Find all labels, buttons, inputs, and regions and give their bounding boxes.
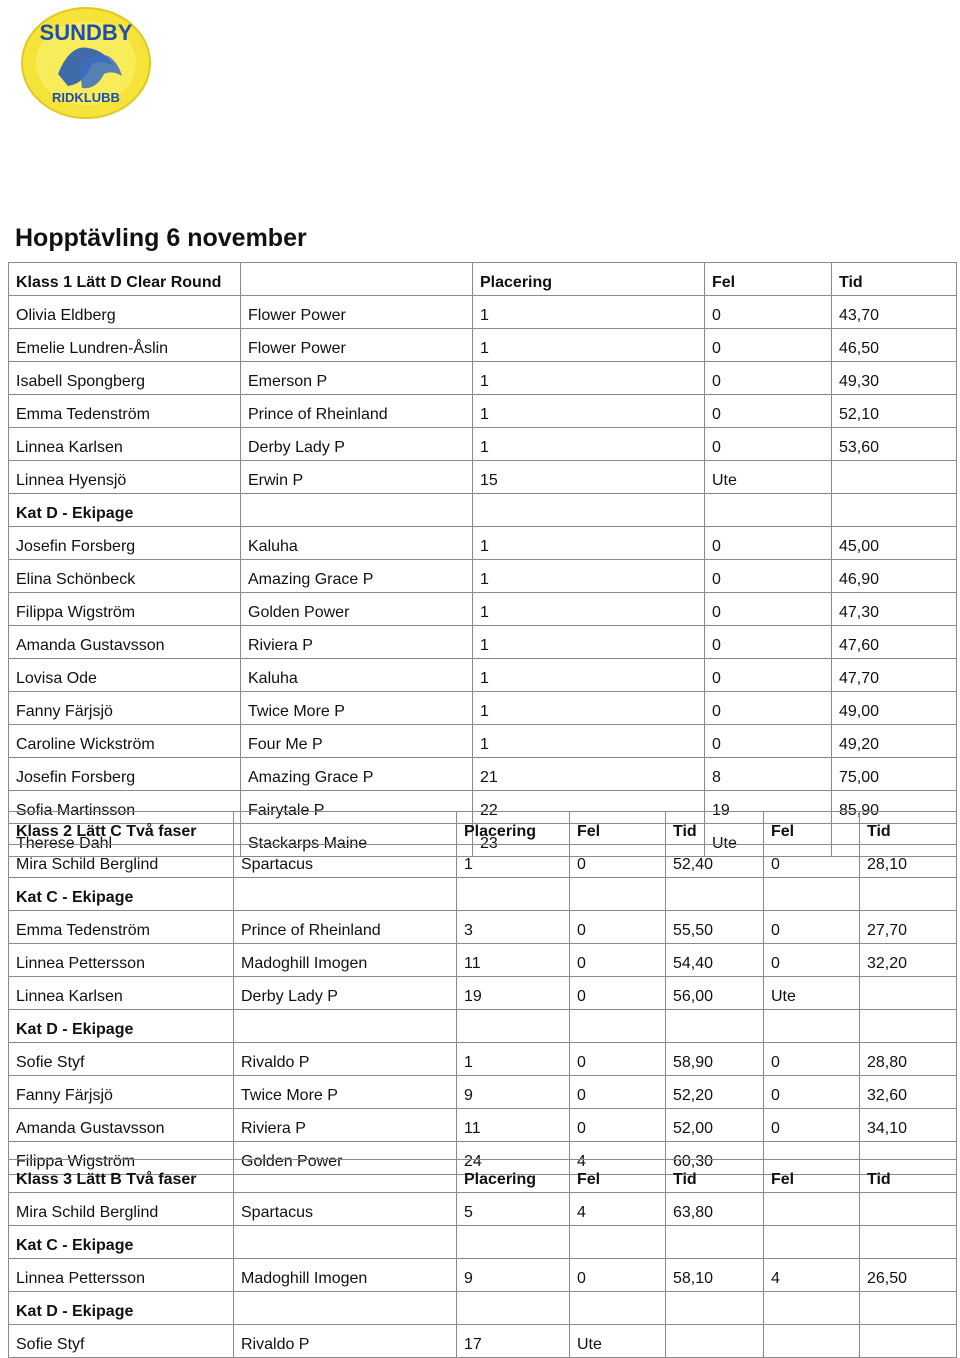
table-cell: Sofia Martinsson xyxy=(9,791,241,824)
table-cell: Kat D - Ekipage xyxy=(9,494,241,527)
table-cell: Prince of Rheinland xyxy=(234,911,457,944)
table-cell: 1 xyxy=(473,329,705,362)
table-cell: 52,00 xyxy=(666,1109,764,1142)
table-cell xyxy=(241,494,473,527)
table-cell: 1 xyxy=(473,428,705,461)
table-cell: Elina Schönbeck xyxy=(9,560,241,593)
table-cell xyxy=(241,263,473,296)
table-row xyxy=(9,1259,957,1292)
table-cell: Kat C - Ekipage xyxy=(9,878,234,911)
table-cell: 0 xyxy=(764,911,860,944)
table-cell: Riviera P xyxy=(234,1109,457,1142)
table-cell: Riviera P xyxy=(241,626,473,659)
table-cell: Placering xyxy=(457,812,570,845)
table-cell: 52,10 xyxy=(832,395,957,428)
table-cell: 1 xyxy=(457,1043,570,1076)
table-cell: Tid xyxy=(666,812,764,845)
table-cell xyxy=(764,1193,860,1226)
table-cell xyxy=(764,1325,860,1358)
table-cell: Fel xyxy=(705,263,832,296)
table-cell: 0 xyxy=(570,977,666,1010)
table-cell: Spartacus xyxy=(234,1193,457,1226)
table-cell: 19 xyxy=(457,977,570,1010)
table-cell: 1 xyxy=(473,626,705,659)
table-row xyxy=(9,395,957,428)
table-cell: 0 xyxy=(705,527,832,560)
table-cell: 1 xyxy=(457,845,570,878)
table-header-row xyxy=(9,263,957,296)
table-cell: 0 xyxy=(570,845,666,878)
table-cell: 1 xyxy=(473,362,705,395)
table-cell: Sofie Styf xyxy=(9,1325,234,1358)
table-cell xyxy=(860,1292,957,1325)
table-cell: Olivia Eldberg xyxy=(9,296,241,329)
table-cell: 1 xyxy=(473,692,705,725)
table-cell xyxy=(570,1010,666,1043)
table-cell: Ute xyxy=(570,1325,666,1358)
table-cell: Fel xyxy=(570,1160,666,1193)
results-table-body xyxy=(9,812,957,1175)
table-cell xyxy=(666,1010,764,1043)
table-cell: 0 xyxy=(705,725,832,758)
table-row xyxy=(9,845,957,878)
table-cell: 47,60 xyxy=(832,626,957,659)
table-cell xyxy=(666,1292,764,1325)
table-cell: Mira Schild Berglind xyxy=(9,845,234,878)
table-cell xyxy=(764,878,860,911)
table-cell: Flower Power xyxy=(241,296,473,329)
table-cell: Twice More P xyxy=(241,692,473,725)
table-cell: Madoghill Imogen xyxy=(234,1259,457,1292)
table-cell: Sofie Styf xyxy=(9,1043,234,1076)
table-cell: 5 xyxy=(457,1193,570,1226)
table-cell: 26,50 xyxy=(860,1259,957,1292)
table-cell: 52,20 xyxy=(666,1076,764,1109)
table-cell: Fel xyxy=(764,812,860,845)
table-row xyxy=(9,362,957,395)
table-cell: 32,20 xyxy=(860,944,957,977)
table-cell: 47,70 xyxy=(832,659,957,692)
table-cell: 1 xyxy=(473,593,705,626)
table-cell xyxy=(570,1226,666,1259)
table-row xyxy=(9,296,957,329)
svg-text:SUNDBY: SUNDBY xyxy=(39,20,133,45)
table-cell: 11 xyxy=(457,944,570,977)
table-cell: Ute xyxy=(705,461,832,494)
table-cell: 43,70 xyxy=(832,296,957,329)
table-cell: 1 xyxy=(473,659,705,692)
table-cell: Ute xyxy=(705,824,832,857)
table-cell: Amazing Grace P xyxy=(241,560,473,593)
table-cell: 17 xyxy=(457,1325,570,1358)
table-cell: Placering xyxy=(457,1160,570,1193)
table-cell: Fel xyxy=(570,812,666,845)
table-cell: 4 xyxy=(764,1259,860,1292)
table-cell: Caroline Wickström xyxy=(9,725,241,758)
table-cell: 63,80 xyxy=(666,1193,764,1226)
table-cell: 28,80 xyxy=(860,1043,957,1076)
table-cell: 24 xyxy=(457,1142,570,1175)
table-cell: Tid xyxy=(860,1160,957,1193)
table-cell: Linnea Pettersson xyxy=(9,1259,234,1292)
table-cell: Ute xyxy=(764,977,860,1010)
table-cell: Amazing Grace P xyxy=(241,758,473,791)
table-cell: Prince of Rheinland xyxy=(241,395,473,428)
table-cell: 0 xyxy=(705,395,832,428)
table-cell: 0 xyxy=(705,560,832,593)
table-row xyxy=(9,911,957,944)
table-cell: Kat D - Ekipage xyxy=(9,1292,234,1325)
table-cell: Emerson P xyxy=(241,362,473,395)
table-cell: 49,00 xyxy=(832,692,957,725)
table-cell xyxy=(764,1292,860,1325)
table-cell: 34,10 xyxy=(860,1109,957,1142)
table-cell: Placering xyxy=(473,263,705,296)
table-row xyxy=(9,977,957,1010)
table-cell: Four Me P xyxy=(241,725,473,758)
table-cell xyxy=(457,1226,570,1259)
table-cell: Erwin P xyxy=(241,461,473,494)
table-cell xyxy=(860,1193,957,1226)
table-cell xyxy=(234,1292,457,1325)
table-cell: 4 xyxy=(570,1193,666,1226)
table-row xyxy=(9,1076,957,1109)
table-row xyxy=(9,329,957,362)
table-cell xyxy=(473,494,705,527)
table-cell xyxy=(234,1226,457,1259)
table-cell: 46,50 xyxy=(832,329,957,362)
table-cell: 8 xyxy=(705,758,832,791)
table-cell: 0 xyxy=(570,1043,666,1076)
table-cell xyxy=(457,1292,570,1325)
table-cell: 47,30 xyxy=(832,593,957,626)
table-cell: Derby Lady P xyxy=(234,977,457,1010)
table-cell xyxy=(860,1325,957,1358)
table-cell: 75,00 xyxy=(832,758,957,791)
table-cell xyxy=(705,494,832,527)
table-cell: Amanda Gustavsson xyxy=(9,626,241,659)
results-table-klass-1 xyxy=(8,262,957,857)
table-cell: 0 xyxy=(570,1076,666,1109)
table-row xyxy=(9,1325,957,1358)
table-cell: 49,30 xyxy=(832,362,957,395)
table-row xyxy=(9,659,957,692)
table-cell: 1 xyxy=(473,560,705,593)
table-cell: 0 xyxy=(570,1109,666,1142)
category-row xyxy=(9,1226,957,1259)
table-cell xyxy=(234,1160,457,1193)
table-cell: Fel xyxy=(764,1160,860,1193)
table-cell: 9 xyxy=(457,1259,570,1292)
table-cell: 52,40 xyxy=(666,845,764,878)
table-cell: Stackarps Maine xyxy=(241,824,473,857)
table-cell xyxy=(764,1226,860,1259)
table-row xyxy=(9,944,957,977)
table-row xyxy=(9,1043,957,1076)
table-cell: Tid xyxy=(860,812,957,845)
table-cell xyxy=(570,1292,666,1325)
table-cell: Twice More P xyxy=(234,1076,457,1109)
table-cell: Spartacus xyxy=(234,845,457,878)
table-cell: Klass 3 Lätt B Två faser xyxy=(9,1160,234,1193)
table-cell: 53,60 xyxy=(832,428,957,461)
table-row xyxy=(9,1109,957,1142)
table-cell: 49,20 xyxy=(832,725,957,758)
table-header-row xyxy=(9,1160,957,1193)
table-cell: Linnea Hyensjö xyxy=(9,461,241,494)
table-cell xyxy=(666,1325,764,1358)
table-cell: Filippa Wigström xyxy=(9,1142,234,1175)
table-cell xyxy=(570,878,666,911)
table-cell: 21 xyxy=(473,758,705,791)
table-cell: 55,50 xyxy=(666,911,764,944)
table-cell: 56,00 xyxy=(666,977,764,1010)
table-cell: Fanny Färjsjö xyxy=(9,692,241,725)
table-cell: Klass 1 Lätt D Clear Round xyxy=(9,263,241,296)
table-cell: Therese Dahl xyxy=(9,824,241,857)
table-cell: Emelie Lundren-Åslin xyxy=(9,329,241,362)
table-cell: 0 xyxy=(570,911,666,944)
table-row xyxy=(9,692,957,725)
table-cell: Golden Power xyxy=(241,593,473,626)
table-cell xyxy=(234,1010,457,1043)
table-cell: 0 xyxy=(764,845,860,878)
sundby-ridklubb-logo xyxy=(18,4,154,122)
table-cell: Tid xyxy=(832,263,957,296)
table-cell: 0 xyxy=(705,692,832,725)
table-cell: 15 xyxy=(473,461,705,494)
table-cell xyxy=(457,878,570,911)
table-cell xyxy=(666,878,764,911)
table-cell: Klass 2 Lätt C Två faser xyxy=(9,812,234,845)
table-cell xyxy=(860,1010,957,1043)
table-cell: Emma Tedenström xyxy=(9,911,234,944)
table-cell: 11 xyxy=(457,1109,570,1142)
table-cell xyxy=(234,812,457,845)
table-cell: 4 xyxy=(570,1142,666,1175)
table-cell: 1 xyxy=(473,725,705,758)
table-cell xyxy=(860,977,957,1010)
results-table-body xyxy=(9,1160,957,1358)
table-cell: 45,00 xyxy=(832,527,957,560)
table-cell: Filippa Wigström xyxy=(9,593,241,626)
table-cell: 54,40 xyxy=(666,944,764,977)
table-cell: 0 xyxy=(705,593,832,626)
table-cell: 0 xyxy=(705,329,832,362)
table-cell: 0 xyxy=(764,1043,860,1076)
category-row xyxy=(9,1010,957,1043)
table-cell: Golden Power xyxy=(234,1142,457,1175)
table-cell: 0 xyxy=(705,428,832,461)
table-row xyxy=(9,461,957,494)
table-cell: 0 xyxy=(705,296,832,329)
table-row xyxy=(9,428,957,461)
table-cell: Josefin Forsberg xyxy=(9,527,241,560)
table-cell: Josefin Forsberg xyxy=(9,758,241,791)
table-cell xyxy=(666,1226,764,1259)
results-table-klass-2 xyxy=(8,811,957,1175)
table-cell xyxy=(457,1010,570,1043)
table-cell: Derby Lady P xyxy=(241,428,473,461)
table-row xyxy=(9,527,957,560)
table-cell: Isabell Spongberg xyxy=(9,362,241,395)
table-cell: Emma Tedenström xyxy=(9,395,241,428)
table-cell xyxy=(764,1010,860,1043)
table-cell: 0 xyxy=(705,659,832,692)
table-cell: 32,60 xyxy=(860,1076,957,1109)
table-cell: 1 xyxy=(473,296,705,329)
table-cell: 1 xyxy=(473,527,705,560)
table-cell: 9 xyxy=(457,1076,570,1109)
table-cell: Madoghill Imogen xyxy=(234,944,457,977)
table-row xyxy=(9,593,957,626)
table-cell: 0 xyxy=(705,626,832,659)
table-cell: Fairytale P xyxy=(241,791,473,824)
table-cell: 0 xyxy=(570,944,666,977)
table-cell: Tid xyxy=(666,1160,764,1193)
table-cell: Kaluha xyxy=(241,659,473,692)
table-cell: 27,70 xyxy=(860,911,957,944)
table-row xyxy=(9,758,957,791)
table-cell xyxy=(832,494,957,527)
table-cell: Lovisa Ode xyxy=(9,659,241,692)
table-cell: 19 xyxy=(705,791,832,824)
table-cell: 1 xyxy=(473,395,705,428)
table-cell: Linnea Karlsen xyxy=(9,428,241,461)
table-cell: 0 xyxy=(705,362,832,395)
table-cell: Fanny Färjsjö xyxy=(9,1076,234,1109)
results-table-klass-3 xyxy=(8,1159,957,1358)
table-cell xyxy=(860,878,957,911)
table-cell: 58,10 xyxy=(666,1259,764,1292)
table-row xyxy=(9,626,957,659)
table-cell: 60,30 xyxy=(666,1142,764,1175)
results-table-body xyxy=(9,263,957,857)
table-cell: 23 xyxy=(473,824,705,857)
category-row xyxy=(9,878,957,911)
table-cell: Flower Power xyxy=(241,329,473,362)
table-cell: 22 xyxy=(473,791,705,824)
table-row xyxy=(9,1193,957,1226)
page-title: Hopptävling 6 november xyxy=(15,224,307,252)
table-cell xyxy=(860,1226,957,1259)
table-cell: 46,90 xyxy=(832,560,957,593)
table-cell: 85,90 xyxy=(832,791,957,824)
table-cell: 0 xyxy=(764,944,860,977)
table-cell: Rivaldo P xyxy=(234,1043,457,1076)
table-row xyxy=(9,560,957,593)
table-cell: Kat C - Ekipage xyxy=(9,1226,234,1259)
table-row xyxy=(9,725,957,758)
table-cell: Kaluha xyxy=(241,527,473,560)
table-cell: Linnea Pettersson xyxy=(9,944,234,977)
table-cell: 28,10 xyxy=(860,845,957,878)
table-cell: Linnea Karlsen xyxy=(9,977,234,1010)
svg-text:RIDKLUBB: RIDKLUBB xyxy=(52,90,120,105)
table-header-row xyxy=(9,812,957,845)
table-cell: 58,90 xyxy=(666,1043,764,1076)
table-cell: 0 xyxy=(570,1259,666,1292)
table-cell: Rivaldo P xyxy=(234,1325,457,1358)
table-cell: 0 xyxy=(764,1076,860,1109)
table-cell xyxy=(832,461,957,494)
table-cell xyxy=(234,878,457,911)
table-cell: Kat D - Ekipage xyxy=(9,1010,234,1043)
category-row xyxy=(9,494,957,527)
table-cell: Mira Schild Berglind xyxy=(9,1193,234,1226)
table-cell: Amanda Gustavsson xyxy=(9,1109,234,1142)
table-cell: 0 xyxy=(764,1109,860,1142)
table-cell: 3 xyxy=(457,911,570,944)
category-row xyxy=(9,1292,957,1325)
